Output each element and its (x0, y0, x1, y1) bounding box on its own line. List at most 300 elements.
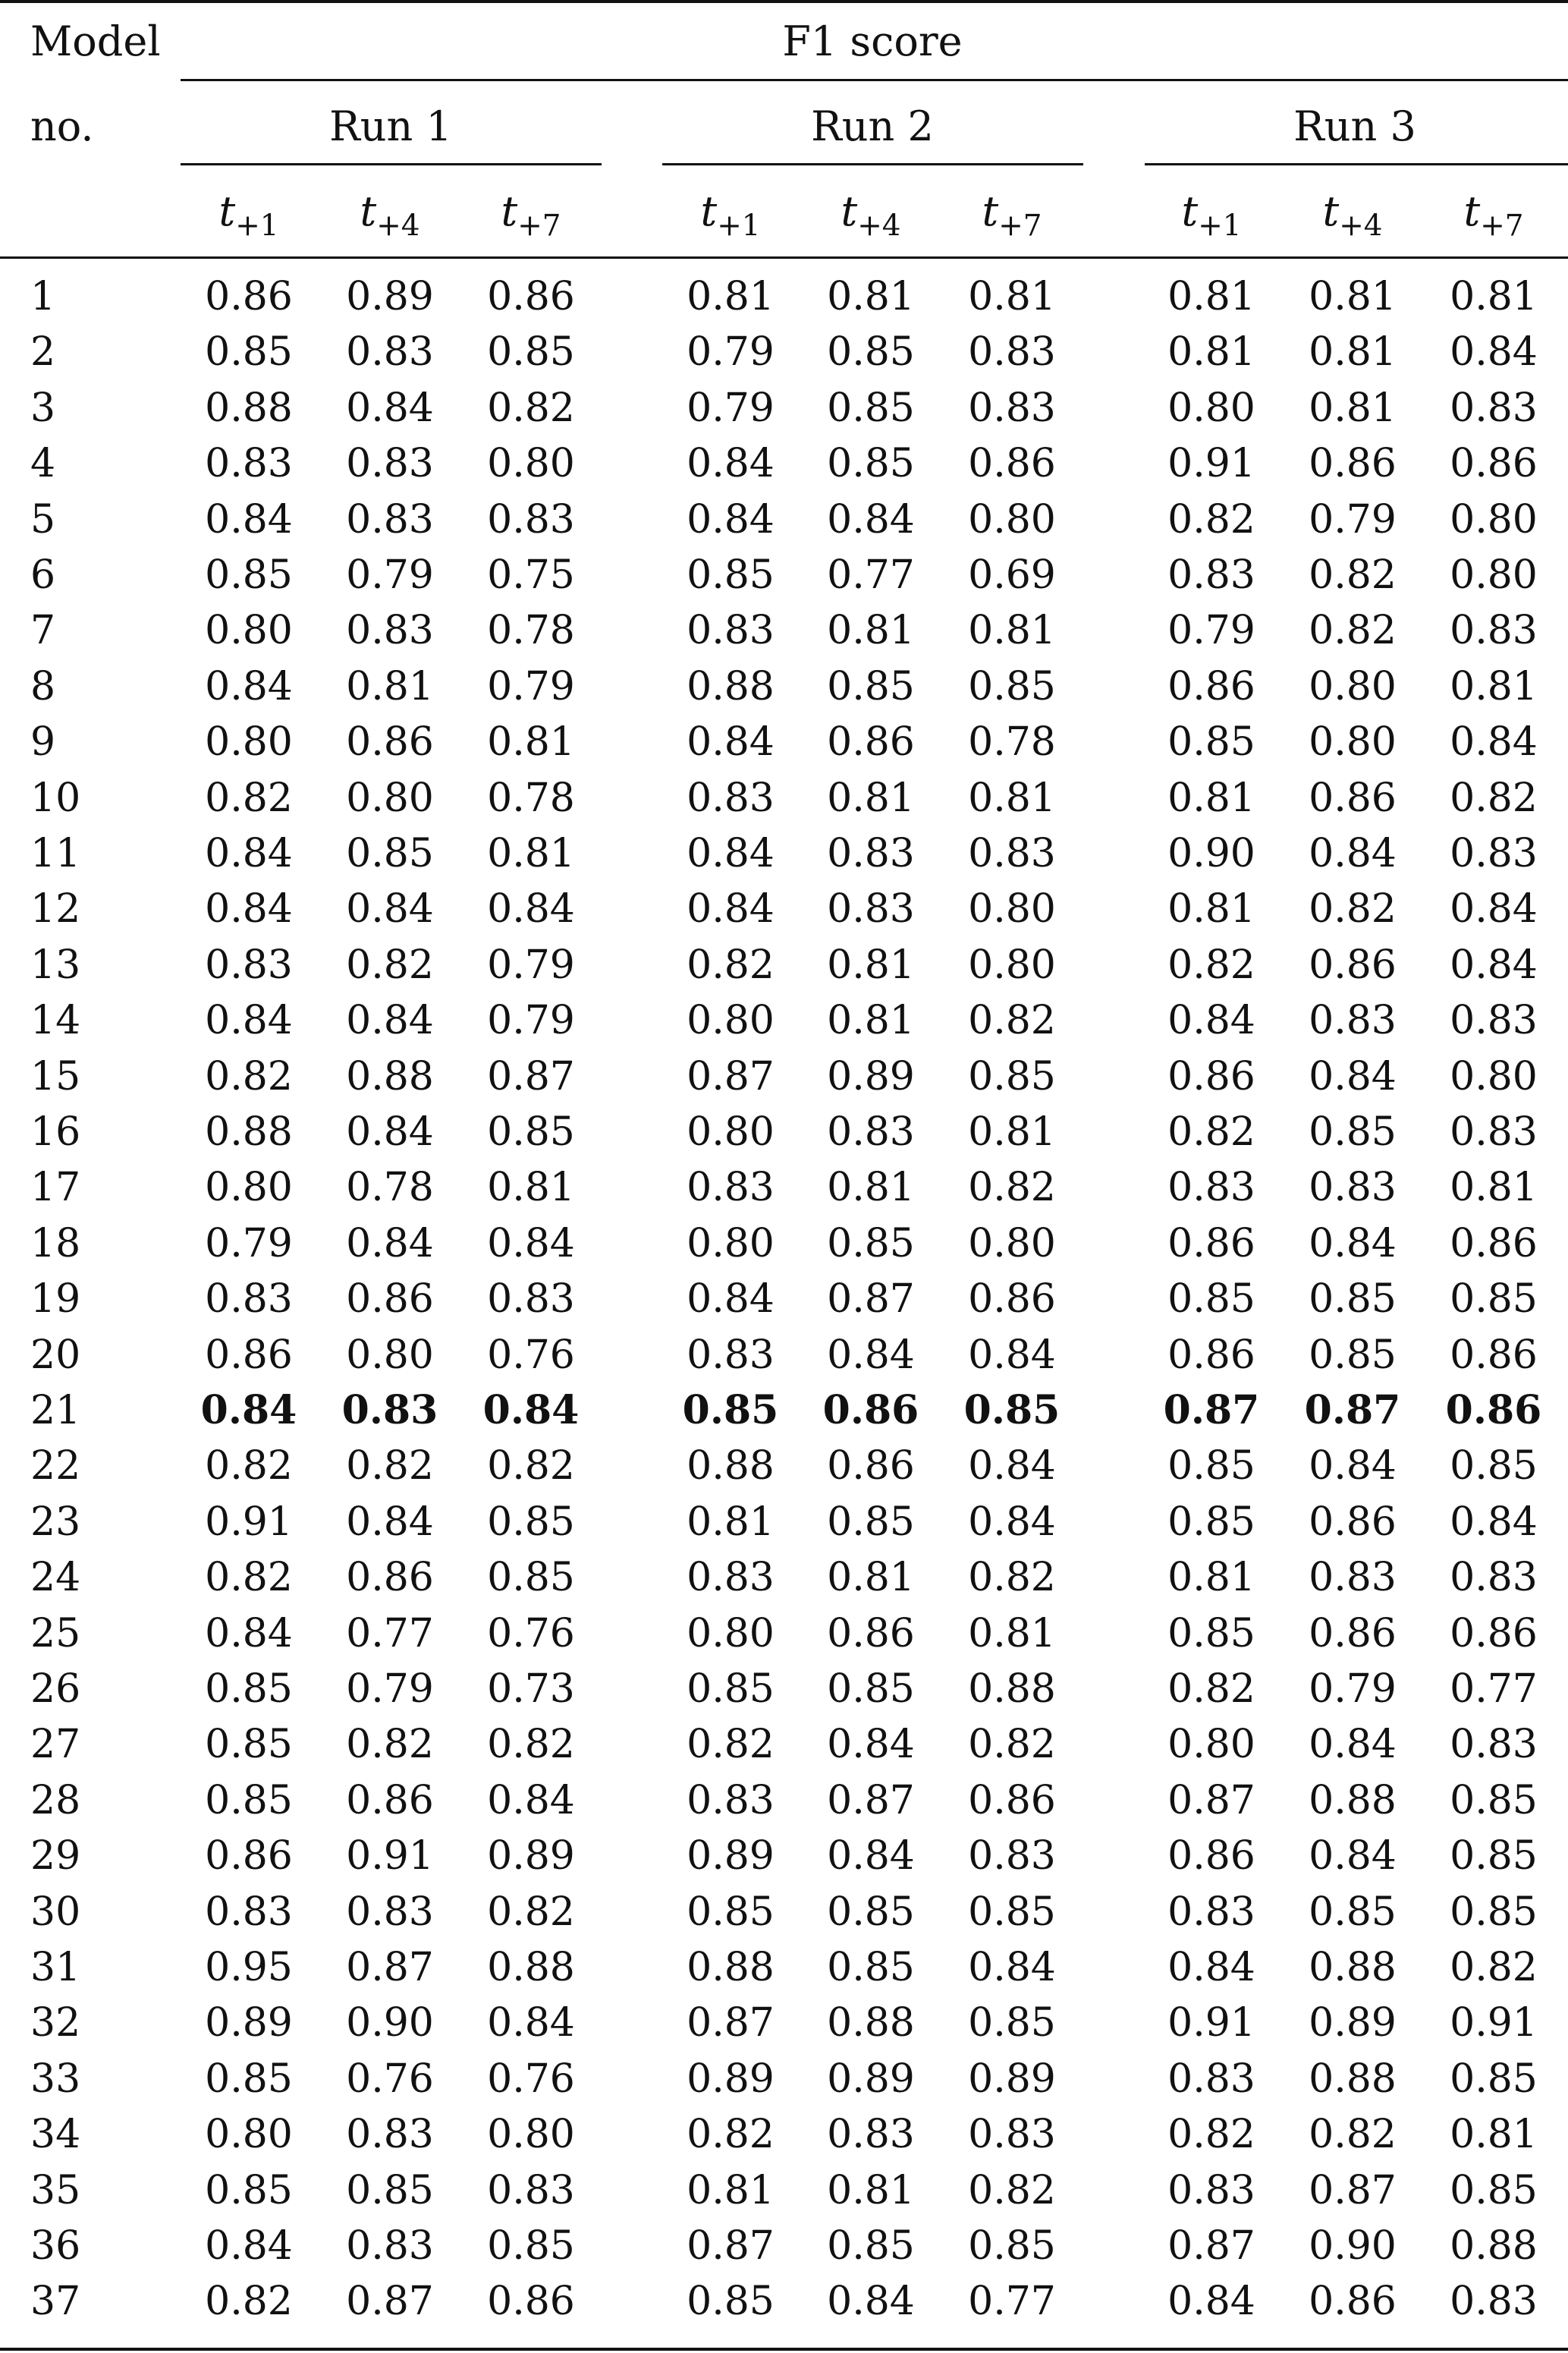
f1-value-cell: 0.85 (487, 1109, 575, 1155)
f1-value-cell: 0.82 (687, 1722, 775, 1768)
model-number: 34 (30, 2112, 81, 2158)
f1-value-cell: 0.80 (346, 775, 434, 821)
f1-value-cell: 0.83 (827, 886, 915, 933)
f1-value-cell: 0.85 (1450, 1443, 1538, 1489)
f1-value-cell: 0.83 (1450, 1722, 1538, 1768)
f1-value-cell: 0.85 (827, 663, 915, 709)
horizon-header: $t_{+4}$ (841, 187, 901, 244)
f1-value-cell: 0.85 (968, 663, 1056, 709)
f1-value-cell: 0.87 (487, 1053, 575, 1099)
model-header-line2: no. (30, 102, 94, 150)
f1-value-cell: 0.91 (1167, 2000, 1255, 2046)
f1-value-cell: 0.86 (1309, 1610, 1397, 1656)
f1-value-cell: 0.85 (827, 2223, 915, 2269)
f1-value-cell: 0.89 (827, 1053, 915, 1099)
f1-value-cell: 0.82 (205, 775, 293, 821)
f1-value-cell: 0.85 (827, 1666, 915, 1712)
f1-value-cell: 0.83 (968, 831, 1056, 876)
f1-value-cell: 0.83 (1167, 2167, 1255, 2213)
model-number: 27 (30, 1722, 81, 1768)
f1-value-cell: 0.84 (1309, 1722, 1397, 1768)
f1-value-cell: 0.88 (687, 663, 775, 709)
f1-value-cell: 0.90 (1309, 2223, 1397, 2269)
f1-value-cell: 0.83 (687, 1777, 775, 1823)
f1-value-cell: 0.83 (1167, 2056, 1255, 2102)
f1-value-cell: 0.82 (205, 1443, 293, 1489)
f1-value-cell: 0.76 (487, 2056, 575, 2102)
f1-value-cell: 0.84 (205, 886, 293, 933)
f1-value-cell: 0.81 (687, 2167, 775, 2213)
f1-value-cell: 0.84 (687, 719, 775, 766)
f1-value-cell: 0.81 (827, 1165, 915, 1211)
f1-value-cell: 0.86 (822, 1387, 919, 1433)
model-header-line1: Model (30, 17, 161, 65)
f1-value-cell: 0.84 (1309, 831, 1397, 876)
f1-value-cell: 0.84 (687, 1276, 775, 1323)
f1-value-cell: 0.82 (346, 1722, 434, 1768)
f1-value-cell: 0.88 (346, 1053, 434, 1099)
f1-value-cell: 0.79 (346, 1666, 434, 1712)
f1-value-cell: 0.83 (346, 608, 434, 654)
f1-value-cell: 0.86 (1309, 942, 1397, 988)
f1-value-cell: 0.85 (1450, 1777, 1538, 1823)
f1-value-cell: 0.80 (1309, 663, 1397, 709)
f1-value-cell: 0.85 (1450, 1276, 1538, 1323)
model-number: 16 (30, 1109, 81, 1155)
f1-value-cell: 0.85 (687, 1889, 775, 1935)
f1-value-cell: 0.81 (827, 274, 915, 319)
f1-value-cell: 0.81 (1167, 775, 1255, 821)
f1-value-cell: 0.82 (1309, 2112, 1397, 2158)
model-number: 9 (30, 719, 56, 766)
f1-value-cell: 0.80 (1309, 719, 1397, 766)
f1-value-cell: 0.81 (968, 608, 1056, 654)
f1-value-cell: 0.87 (1167, 2223, 1255, 2269)
f1-value-cell: 0.81 (487, 831, 575, 876)
f1-value-cell: 0.85 (827, 1945, 915, 1990)
f1-value-cell: 0.85 (687, 1666, 775, 1712)
f1-value-cell: 0.81 (827, 942, 915, 988)
f1-value-cell: 0.85 (205, 1722, 293, 1768)
f1-value-cell: 0.80 (687, 1109, 775, 1155)
model-number: 2 (30, 329, 56, 376)
horizon-header: $t_{+7}$ (501, 187, 561, 244)
f1-value-cell: 0.91 (1450, 2000, 1538, 2046)
f1-value-cell: 0.85 (1167, 1610, 1255, 1656)
f1-value-cell: 0.85 (827, 329, 915, 376)
f1-value-cell: 0.82 (1167, 1666, 1255, 1712)
f1-value-cell: 0.81 (827, 998, 915, 1044)
f1-value-cell: 0.79 (1167, 608, 1255, 654)
f1-value-cell: 0.78 (346, 1165, 434, 1211)
f1-value-cell: 0.73 (487, 1666, 575, 1712)
f1-value-cell: 0.80 (1450, 496, 1538, 543)
f1-value-cell: 0.84 (687, 441, 775, 487)
horizon-header: $t_{+1}$ (1181, 187, 1242, 244)
f1-value-cell: 0.86 (346, 1555, 434, 1601)
f1-value-cell: 0.84 (1450, 886, 1538, 933)
f1-value-cell: 0.85 (205, 329, 293, 376)
f1-value-cell: 0.84 (205, 496, 293, 543)
f1-value-cell: 0.83 (1309, 1555, 1397, 1601)
f1-value-cell: 0.83 (1450, 1555, 1538, 1601)
f1-value-cell: 0.82 (968, 998, 1056, 1044)
f1-value-cell: 0.84 (205, 1610, 293, 1656)
f1-value-cell: 0.83 (1450, 998, 1538, 1044)
f1-value-cell: 0.79 (1309, 1666, 1397, 1712)
f1-value-cell: 0.84 (487, 1220, 575, 1266)
f1-value-cell: 0.79 (487, 998, 575, 1044)
f1-value-cell: 0.83 (687, 1165, 775, 1211)
f1-value-cell: 0.87 (1309, 2167, 1397, 2213)
f1-value-cell: 0.80 (1450, 552, 1538, 598)
horizon-header: $t_{+7}$ (1463, 187, 1524, 244)
f1-score-header: F1 score (782, 17, 963, 65)
f1-value-cell: 0.86 (827, 719, 915, 766)
f1-value-cell: 0.82 (1167, 942, 1255, 988)
f1-value-cell: 0.89 (968, 2056, 1056, 2102)
f1-value-cell: 0.85 (346, 2167, 434, 2213)
f1-value-cell: 0.83 (205, 1889, 293, 1935)
run1-underline (181, 163, 602, 165)
f1-value-cell: 0.86 (1309, 2279, 1397, 2325)
f1-value-cell: 0.85 (827, 1499, 915, 1545)
f1-value-cell: 0.85 (963, 1387, 1061, 1433)
f1-value-cell: 0.81 (827, 2167, 915, 2213)
f1-value-cell: 0.87 (346, 2279, 434, 2325)
f1-value-cell: 0.84 (1167, 1945, 1255, 1990)
f1-value-cell: 0.86 (1450, 1332, 1538, 1378)
f1-value-cell: 0.83 (1450, 2279, 1538, 2325)
model-number: 21 (30, 1388, 81, 1433)
f1-value-cell: 0.81 (1450, 274, 1538, 319)
f1-value-cell: 0.82 (205, 1555, 293, 1601)
f1-value-cell: 0.91 (205, 1499, 293, 1545)
f1-value-cell: 0.83 (968, 329, 1056, 376)
bottom-rule (0, 2348, 1568, 2351)
f1-value-cell: 0.80 (1167, 1722, 1255, 1768)
f1-value-cell: 0.81 (1450, 663, 1538, 709)
model-number: 12 (30, 886, 81, 933)
f1-value-cell: 0.88 (827, 2000, 915, 2046)
f1-value-cell: 0.86 (1450, 1610, 1538, 1656)
run3-header: Run 3 (1293, 102, 1416, 150)
f1-value-cell: 0.83 (687, 1555, 775, 1601)
model-number: 5 (30, 496, 56, 543)
f1-value-cell: 0.82 (1309, 886, 1397, 933)
f1-value-cell: 0.87 (687, 1053, 775, 1099)
f1-value-cell: 0.82 (487, 1443, 575, 1489)
f1-value-cell: 0.86 (487, 2279, 575, 2325)
f1-value-cell: 0.85 (346, 831, 434, 876)
f1-value-cell: 0.82 (1450, 1945, 1538, 1990)
model-number: 14 (30, 998, 81, 1044)
run3-underline (1145, 163, 1568, 165)
f1-value-cell: 0.82 (205, 2279, 293, 2325)
f1-value-cell: 0.85 (968, 2000, 1056, 2046)
f1-value-cell: 0.80 (346, 1332, 434, 1378)
f1-value-cell: 0.82 (968, 1555, 1056, 1601)
f1-value-cell: 0.87 (827, 1777, 915, 1823)
f1-value-cell: 0.69 (968, 552, 1056, 598)
f1-value-cell: 0.82 (1309, 552, 1397, 598)
f1-value-cell: 0.86 (1309, 441, 1397, 487)
f1-value-cell: 0.89 (346, 274, 434, 319)
f1-value-cell: 0.87 (1163, 1387, 1260, 1433)
f1-value-cell: 0.79 (487, 942, 575, 988)
horizon-header: $t_{+4}$ (1322, 187, 1383, 244)
f1-value-cell: 0.84 (205, 663, 293, 709)
model-number: 28 (30, 1777, 81, 1823)
f1-value-cell: 0.84 (1450, 1499, 1538, 1545)
f1-value-cell: 0.84 (968, 1945, 1056, 1990)
f1-value-cell: 0.85 (1167, 1499, 1255, 1545)
model-number: 33 (30, 2056, 81, 2102)
f1-value-cell: 0.81 (1309, 274, 1397, 319)
f1-value-cell: 0.81 (1309, 329, 1397, 376)
f1-value-cell: 0.80 (487, 441, 575, 487)
f1-value-cell: 0.85 (205, 2056, 293, 2102)
f1-value-cell: 0.85 (487, 2223, 575, 2269)
f1-value-cell: 0.81 (487, 719, 575, 766)
model-number: 22 (30, 1443, 81, 1489)
f1-value-cell: 0.84 (968, 1499, 1056, 1545)
f1-value-cell: 0.86 (346, 1276, 434, 1323)
f1-value-cell: 0.83 (487, 2167, 575, 2213)
f1-value-cell: 0.85 (682, 1387, 779, 1433)
f1-value-cell: 0.81 (487, 1165, 575, 1211)
f1-value-cell: 0.83 (1450, 608, 1538, 654)
run2-header: Run 2 (811, 102, 934, 150)
f1-value-cell: 0.85 (687, 552, 775, 598)
f1-value-cell: 0.84 (346, 1499, 434, 1545)
f1-value-cell: 0.79 (1309, 496, 1397, 543)
f1-value-cell: 0.88 (205, 385, 293, 431)
f1-value-cell: 0.80 (205, 1165, 293, 1211)
f1-value-cell: 0.82 (1450, 775, 1538, 821)
f1-value-cell: 0.84 (687, 831, 775, 876)
f1-value-cell: 0.88 (968, 1666, 1056, 1712)
f1-value-cell: 0.80 (205, 719, 293, 766)
f1-value-cell: 0.82 (687, 2112, 775, 2158)
f1-value-cell: 0.85 (487, 1499, 575, 1545)
f1-value-cell: 0.76 (487, 1610, 575, 1656)
f1-value-cell: 0.81 (1167, 1555, 1255, 1601)
f1-value-cell: 0.82 (487, 1722, 575, 1768)
f1-value-cell: 0.85 (205, 1777, 293, 1823)
f1-value-cell: 0.85 (1309, 1889, 1397, 1935)
f1-value-cell: 0.81 (827, 608, 915, 654)
f1-value-cell: 0.88 (1309, 1945, 1397, 1990)
f1-value-cell: 0.84 (346, 998, 434, 1044)
f1-value-cell: 0.84 (1167, 2279, 1255, 2325)
f1-value-cell: 0.84 (1309, 1443, 1397, 1489)
f1-value-cell: 0.85 (687, 2279, 775, 2325)
f1-value-cell: 0.83 (346, 329, 434, 376)
f1-value-cell: 0.85 (827, 385, 915, 431)
f1-value-cell: 0.83 (687, 608, 775, 654)
f1-value-cell: 0.81 (687, 274, 775, 319)
f1-value-cell: 0.88 (1309, 1777, 1397, 1823)
f1-value-cell: 0.85 (487, 1555, 575, 1601)
f1-value-cell: 0.84 (200, 1387, 297, 1433)
f1-value-cell: 0.86 (205, 274, 293, 319)
f1-value-cell: 0.83 (205, 1276, 293, 1323)
run2-underline (662, 163, 1083, 165)
f1-value-cell: 0.79 (346, 552, 434, 598)
f1-value-cell: 0.84 (346, 1109, 434, 1155)
model-number: 19 (30, 1276, 81, 1323)
f1-value-cell: 0.82 (1309, 608, 1397, 654)
f1-value-cell: 0.86 (487, 274, 575, 319)
model-number: 3 (30, 385, 56, 431)
f1-value-cell: 0.82 (487, 1889, 575, 1935)
f1-value-cell: 0.83 (687, 775, 775, 821)
f1-value-cell: 0.84 (968, 1443, 1056, 1489)
f1-value-cell: 0.81 (968, 1610, 1056, 1656)
f1-value-cell: 0.88 (487, 1945, 575, 1990)
f1-value-cell: 0.81 (968, 775, 1056, 821)
f1-value-cell: 0.83 (1167, 1889, 1255, 1935)
model-number: 29 (30, 1833, 81, 1880)
f1-value-cell: 0.87 (687, 2000, 775, 2046)
f1-value-cell: 0.83 (1309, 998, 1397, 1044)
f1-value-cell: 0.86 (1167, 1053, 1255, 1099)
f1-value-cell: 0.80 (968, 1220, 1056, 1266)
f1-value-cell: 0.85 (1309, 1332, 1397, 1378)
model-number: 17 (30, 1165, 81, 1211)
f1-value-cell: 0.80 (968, 886, 1056, 933)
f1-value-cell: 0.85 (1450, 2056, 1538, 2102)
f1-value-cell: 0.88 (1309, 2056, 1397, 2102)
f1-value-cell: 0.84 (1309, 1053, 1397, 1099)
horizon-header: $t_{+7}$ (982, 187, 1042, 244)
f1-value-cell: 0.82 (687, 942, 775, 988)
f1-value-cell: 0.78 (487, 775, 575, 821)
f1-value-cell: 0.82 (487, 385, 575, 431)
f1-value-cell: 0.79 (687, 385, 775, 431)
f1-value-cell: 0.76 (346, 2056, 434, 2102)
model-number: 37 (30, 2279, 81, 2325)
f1-value-cell: 0.81 (1167, 329, 1255, 376)
f1-value-cell: 0.84 (482, 1387, 580, 1433)
f1-value-cell: 0.85 (968, 2223, 1056, 2269)
model-number: 24 (30, 1555, 81, 1601)
f1-value-cell: 0.88 (687, 1945, 775, 1990)
f1-value-cell: 0.85 (1450, 1833, 1538, 1880)
f1-value-cell: 0.83 (1167, 1165, 1255, 1211)
f1-value-cell: 0.83 (487, 496, 575, 543)
model-number: 23 (30, 1499, 81, 1545)
f1-value-cell: 0.86 (346, 719, 434, 766)
model-number: 32 (30, 2000, 81, 2046)
f1-value-cell: 0.84 (205, 2223, 293, 2269)
horizon-header: $t_{+1}$ (700, 187, 761, 244)
model-number: 15 (30, 1053, 81, 1099)
model-number: 13 (30, 942, 81, 988)
f1-value-cell: 0.85 (1309, 1109, 1397, 1155)
f1-value-cell: 0.85 (487, 329, 575, 376)
f1-value-cell: 0.83 (968, 385, 1056, 431)
f1-value-cell: 0.83 (341, 1387, 438, 1433)
f1-value-cell: 0.80 (487, 2112, 575, 2158)
f1-value-cell: 0.81 (827, 775, 915, 821)
f1-value-cell: 0.83 (205, 441, 293, 487)
f1-value-cell: 0.84 (1167, 998, 1255, 1044)
f1-value-cell: 0.83 (687, 1332, 775, 1378)
run1-header: Run 1 (329, 102, 452, 150)
f1-score-underline (181, 79, 1568, 81)
model-number: 1 (30, 274, 56, 319)
f1-value-cell: 0.86 (827, 1610, 915, 1656)
f1-value-cell: 0.85 (827, 441, 915, 487)
f1-value-cell: 0.79 (205, 1220, 293, 1266)
f1-value-cell: 0.83 (1309, 1165, 1397, 1211)
f1-value-cell: 0.82 (968, 1722, 1056, 1768)
f1-value-cell: 0.81 (1309, 385, 1397, 431)
f1-value-cell: 0.84 (1450, 942, 1538, 988)
f1-value-cell: 0.81 (1167, 274, 1255, 319)
f1-value-cell: 0.86 (1450, 441, 1538, 487)
f1-value-cell: 0.85 (205, 1666, 293, 1712)
model-number: 25 (30, 1610, 81, 1656)
f1-value-cell: 0.86 (1167, 1833, 1255, 1880)
f1-value-cell: 0.86 (1167, 663, 1255, 709)
f1-value-cell: 0.83 (827, 2112, 915, 2158)
f1-value-cell: 0.80 (1167, 385, 1255, 431)
horizon-header: $t_{+4}$ (360, 187, 420, 244)
f1-value-cell: 0.80 (1450, 1053, 1538, 1099)
f1-value-cell: 0.86 (968, 441, 1056, 487)
f1-value-cell: 0.81 (968, 1109, 1056, 1155)
header-bottom-rule (0, 256, 1568, 259)
f1-value-cell: 0.85 (205, 552, 293, 598)
f1-value-cell: 0.83 (968, 1833, 1056, 1880)
f1-value-cell: 0.84 (687, 886, 775, 933)
f1-value-cell: 0.86 (205, 1332, 293, 1378)
f1-value-cell: 0.87 (1304, 1387, 1401, 1433)
f1-value-cell: 0.77 (968, 2279, 1056, 2325)
model-number: 30 (30, 1889, 81, 1935)
f1-value-cell: 0.84 (487, 1777, 575, 1823)
f1-value-cell: 0.85 (1309, 1276, 1397, 1323)
f1-value-cell: 0.83 (1450, 385, 1538, 431)
model-number: 8 (30, 663, 56, 709)
f1-value-cell: 0.87 (827, 1276, 915, 1323)
f1-value-cell: 0.85 (1167, 719, 1255, 766)
model-number: 6 (30, 552, 56, 598)
f1-value-cell: 0.89 (827, 2056, 915, 2102)
f1-value-cell: 0.84 (687, 496, 775, 543)
f1-value-cell: 0.88 (205, 1109, 293, 1155)
f1-value-cell: 0.86 (346, 1777, 434, 1823)
f1-value-cell: 0.86 (1450, 1220, 1538, 1266)
f1-value-cell: 0.84 (968, 1332, 1056, 1378)
f1-value-cell: 0.83 (1450, 1109, 1538, 1155)
f1-value-cell: 0.80 (687, 1220, 775, 1266)
f1-value-cell: 0.82 (968, 2167, 1056, 2213)
f1-value-cell: 0.82 (1167, 1109, 1255, 1155)
model-number: 4 (30, 441, 56, 487)
f1-value-cell: 0.80 (205, 2112, 293, 2158)
top-rule (0, 0, 1568, 3)
f1-value-cell: 0.81 (1450, 2112, 1538, 2158)
f1-value-cell: 0.82 (346, 942, 434, 988)
model-number: 35 (30, 2167, 81, 2213)
f1-value-cell: 0.95 (205, 1945, 293, 1990)
f1-value-cell: 0.83 (968, 2112, 1056, 2158)
f1-value-cell: 0.80 (968, 942, 1056, 988)
